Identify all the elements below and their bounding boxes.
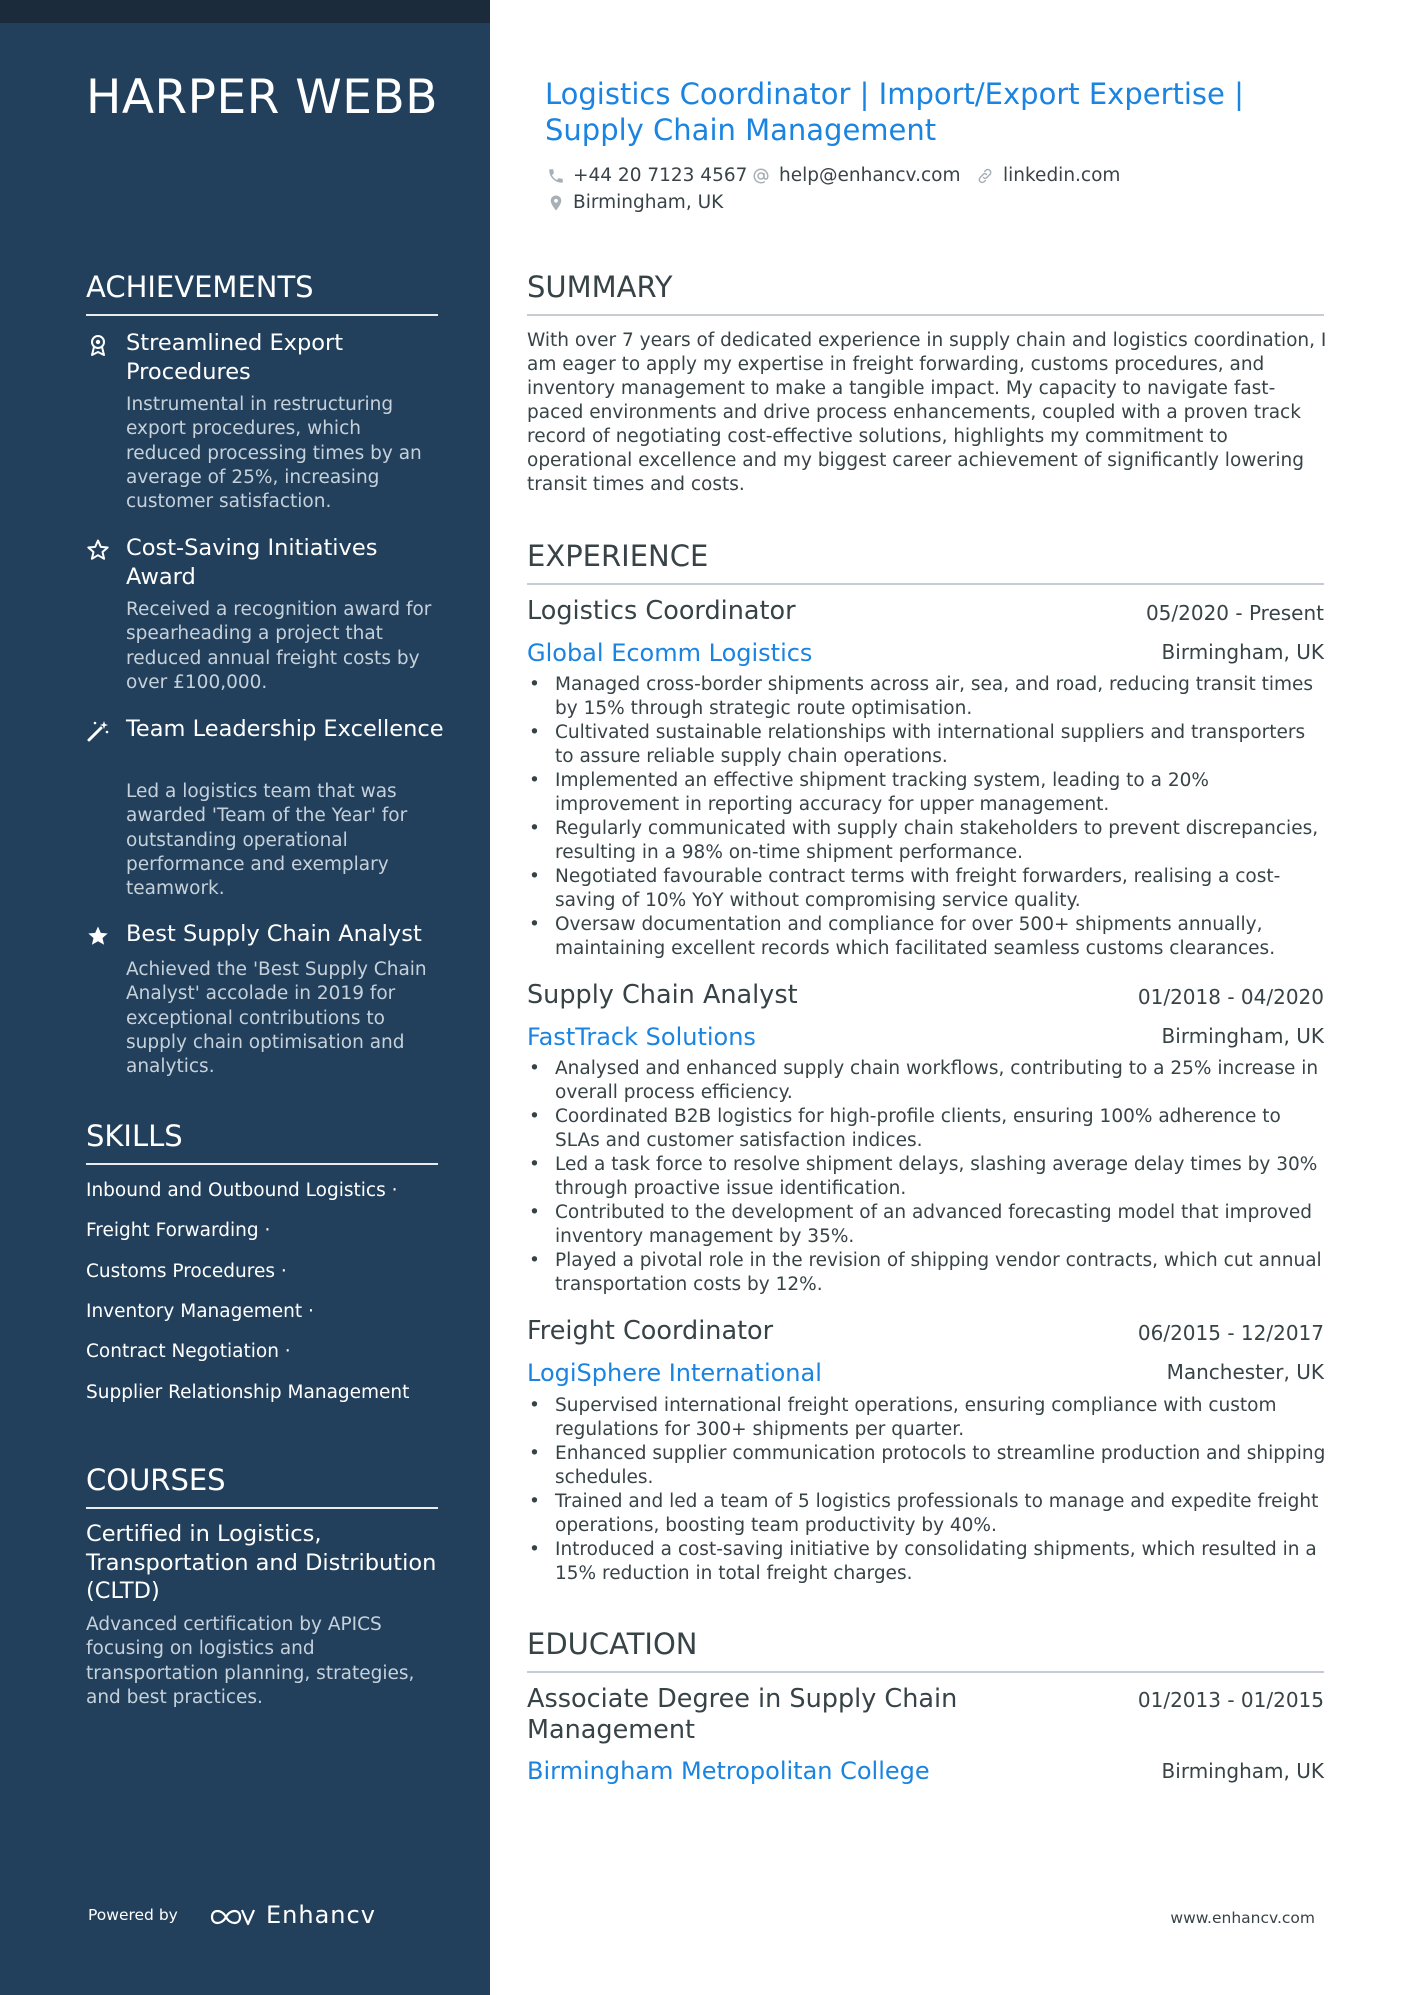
job-title: Supply Chain Analyst (527, 980, 798, 1010)
job-company[interactable]: FastTrack Solutions (527, 1023, 756, 1051)
job-title: Logistics Coordinator (527, 596, 796, 626)
job-location: Birmingham, UK (1161, 1024, 1324, 1048)
enhancv-logo-icon[interactable] (208, 1904, 256, 1930)
education-dates: 01/2013 - 01/2015 (1137, 1688, 1324, 1712)
job-location: Manchester, UK (1166, 1360, 1324, 1384)
contact-linkedin[interactable]: linkedin.com (1003, 165, 1121, 186)
contact-location: Birmingham, UK (573, 192, 724, 213)
job-bullets (527, 1394, 1327, 1586)
bullet-item: • Contributed to the development of an advanced forecasting model that improved inventory management by 35%. (527, 1201, 1327, 1249)
award-icon (86, 333, 110, 357)
skill-item: Customs Procedures · (86, 1261, 287, 1282)
job-bullets (527, 1057, 1327, 1297)
professional-headline: Logistics Coordinator | Import/Export Expertise | Supply Chain Management (545, 77, 1244, 147)
skill-item: Inbound and Outbound Logistics · (86, 1180, 398, 1201)
education-school[interactable]: Birmingham Metropolitan College (527, 1757, 930, 1785)
enhancv-brand-name[interactable]: Enhancv (266, 1901, 376, 1929)
bullet-item: • Analysed and enhanced supply chain workflows, contributing to a 25% increase in overall process efficiency. (527, 1057, 1327, 1105)
bullet-item: • Negotiated favourable contract terms with freight forwarders, realising a cost-saving of 10% YoY without compromising service quality. (527, 865, 1327, 913)
bullet-item: • Played a pivotal role in the revision of shipping vendor contracts, which cut annual transportation costs by 12%. (527, 1249, 1327, 1297)
education-location: Birmingham, UK (1161, 1759, 1324, 1783)
powered-by-label: Powered by (88, 1906, 178, 1924)
job-dates: 05/2020 - Present (1145, 601, 1324, 625)
skill-item: Freight Forwarding · (86, 1220, 271, 1241)
bullet-item: • Cultivated sustainable relationships with international suppliers and transporters to assure reliable supply chain operations. (527, 721, 1327, 769)
link-icon (976, 167, 994, 185)
job-location: Birmingham, UK (1161, 640, 1324, 664)
summary-heading: SUMMARY (527, 270, 1324, 316)
achievement-title: Team Leadership Excellence (126, 716, 444, 742)
skill-item: Inventory Management · (86, 1301, 314, 1322)
phone-icon (547, 167, 565, 185)
achievement-description: Achieved the 'Best Supply Chain Analyst' accolade in 2019 for exceptional contributions to supply chain optimisation and analytics. (126, 959, 427, 1078)
bullet-item: • Introduced a cost-saving initiative by consolidating shipments, which resulted in a 15% reduction in total freight charges. (527, 1538, 1327, 1586)
achievement-title: Streamlined Export Procedures (126, 330, 344, 385)
education-degree: Associate Degree in Supply Chain Management (527, 1684, 958, 1745)
at-sign-icon (752, 167, 770, 185)
job-dates: 01/2018 - 04/2020 (1137, 985, 1324, 1009)
achievement-description: Received a recognition award for spearheading a project that reduced annual freight costs by over £100,000. (126, 599, 432, 693)
bullet-item: • Enhanced supplier communication protocols to streamline production and shipping schedules. (527, 1442, 1327, 1490)
achievements-heading: ACHIEVEMENTS (86, 270, 438, 316)
job-title: Freight Coordinator (527, 1316, 774, 1346)
skill-item: Contract Negotiation · (86, 1341, 291, 1362)
bullet-item: • Managed cross-border shipments across air, sea, and road, reducing transit times by 15% through strategic route optimisation. (527, 673, 1327, 721)
job-bullets (527, 673, 1327, 961)
bullet-item: • Coordinated B2B logistics for high-profile clients, ensuring 100% adherence to SLAs and customer satisfaction indices. (527, 1105, 1327, 1153)
contact-phone[interactable]: +44 20 7123 4567 (573, 165, 748, 186)
achievement-description: Led a logistics team that was awarded 'Team of the Year' for outstanding operational performance and exemplary teamwork. (126, 781, 408, 900)
star-outline-icon (86, 538, 110, 562)
achievement-title: Cost-Saving Initiatives Award (126, 535, 378, 590)
location-pin-icon (547, 194, 565, 212)
experience-heading: EXPERIENCE (527, 539, 1324, 585)
bullet-item: • Trained and led a team of 5 logistics professionals to manage and expedite freight operations, boosting team productivity by 40%. (527, 1490, 1327, 1538)
sidebar-top-bar (0, 0, 490, 23)
achievement-description: Instrumental in restructuring export procedures, which reduced processing times by an average of 25%, increasing customer satisfaction. (126, 394, 422, 513)
bullet-item: • Led a task force to resolve shipment delays, slashing average delay times by 30% through proactive issue identification. (527, 1153, 1327, 1201)
job-company[interactable]: Global Ecomm Logistics (527, 639, 813, 667)
job-dates: 06/2015 - 12/2017 (1137, 1321, 1324, 1345)
skills-heading: SKILLS (86, 1119, 438, 1165)
website-link[interactable]: www.enhancv.com (1170, 1909, 1315, 1927)
job-company[interactable]: LogiSphere International (527, 1359, 822, 1387)
bullet-item: • Supervised international freight operations, ensuring compliance with custom regulations for 300+ shipments per quarter. (527, 1394, 1327, 1442)
bullet-item: • Oversaw documentation and compliance for over 500+ shipments annually, maintaining excellent records which facilitated seamless customs clearances. (527, 913, 1327, 961)
achievement-title: Best Supply Chain Analyst (126, 921, 422, 947)
bullet-item: • Implemented an effective shipment tracking system, leading to a 20% improvement in reporting accuracy for upper management. (527, 769, 1327, 817)
course-title: Certified in Logistics, Transportation and Distribution (CLTD) (86, 1521, 437, 1604)
courses-heading: COURSES (86, 1463, 438, 1509)
bullet-item: • Regularly communicated with supply chain stakeholders to prevent discrepancies, resulting in a 98% on-time shipment performance. (527, 817, 1327, 865)
summary-text: With over 7 years of dedicated experience in supply chain and logistics coordination, I am eager to apply my expertise in freight forwarding, customs procedures, and inventory management to make a tangible impact. My capacity to navigate fast-paced environments and drive process enhancements, coupled with a proven track record of negotiating cost-effective solutions, highlights my commitment to operational excellence and my biggest career achievement of significantly lowering transit times and costs. (527, 330, 1327, 495)
candidate-name: HARPER WEBB (86, 70, 438, 125)
magic-wand-icon (86, 719, 110, 743)
education-heading: EDUCATION (527, 1627, 1324, 1673)
course-description: Advanced certification by APICS focusing on logistics and transportation planning, strategies, and best practices. (86, 1614, 415, 1708)
sidebar (0, 0, 490, 1995)
star-filled-icon (86, 924, 110, 948)
contact-email[interactable]: help@enhancv.com (779, 165, 961, 186)
skill-item: Supplier Relationship Management (86, 1382, 410, 1403)
